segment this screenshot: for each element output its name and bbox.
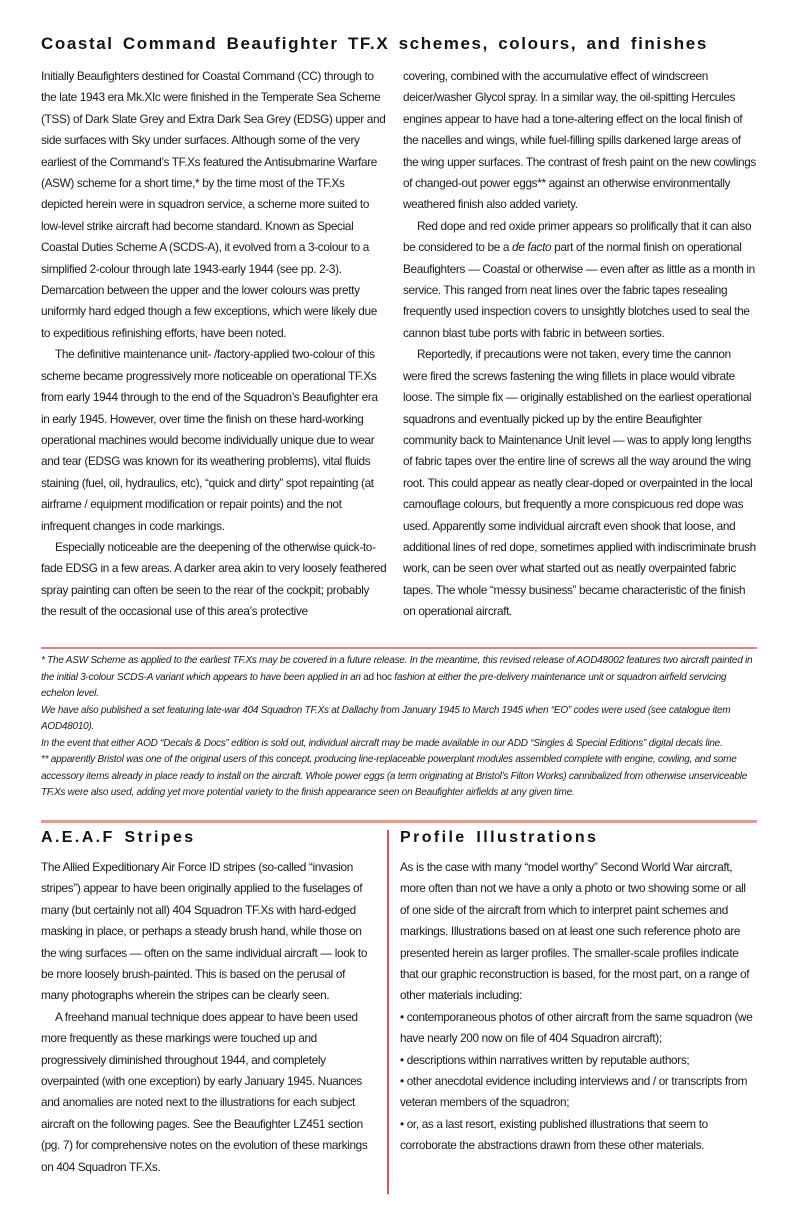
aeaf-stripes-section: [41, 828, 374, 1200]
footnote-digital-decals: In the event that either AOD “Decals & Docs” edition is sold out, individual aircraft may be made available in our ADD “Singles & Special Editions” digital decals line.: [41, 737, 723, 749]
paragraph: The Allied Expeditionary Air Force ID stripes (so-called “invasion stripes”) appear to have been originally applied to the fuselages of many (but certainly not all) 404 Squadron TF.Xs with hard-edged masking in place, or perhaps a steady brush hand, while those on the wing surfaces — often on the same individual aircraft — look to be more loosely brush-painted. This is based on the perusal of many photographs wherein the stripes can be clearly seen.: [41, 860, 368, 1003]
paragraph: The definitive maintenance unit- /factory-applied two-colour of this scheme became progressively more noticeable on operational TF.Xs from early 1944 through to the end of the Squadron’s Beaufighter era in early 1945. However, over time the finish on these hard-working operational machines would become individually unique due to wear and tear (EDSG was known for its weathering problems), vital fluids staining (fuel, oil, hydraulics, etc), “quick and dirty” spot repainting (at airframe / equipment modification or repair points) and the not infrequent changes in code markings.: [41, 347, 378, 533]
bullet-item: • contemporaneous photos of other aircraft from the same squadron (we have nearly 200 now on file of 404 Squadron aircraft);: [400, 1009, 753, 1046]
footnote-asw-scheme: [41, 653, 757, 703]
footnote-text: * The ASW Scheme as applied to the earliest TF.Xs may be covered in a future release. In the meantime, this revised release of AOD48002 features two aircraft painted in the initial 3-colour SCDS-A variant which appears to have been applied in an: [41, 655, 753, 683]
footnote-text: fashion at either the pre-delivery maintenance unit or squadron airfield servicing echelon level.: [41, 671, 727, 699]
profile-illustrations-heading: Profile Illustrations: [400, 829, 599, 846]
section-rule: [41, 820, 757, 823]
latin-term: de facto: [512, 240, 552, 255]
paragraph-text: Red dope and red oxide primer appears so prolifically that it can also be considered to be a: [403, 218, 752, 255]
bullet-item: • other anecdotal evidence including interviews and / or transcripts from veteran members of the squadron;: [400, 1074, 748, 1110]
footnote-dallachy-set: We have also published a set featuring late-war 404 Squadron TF.Xs at Dallachy from January 1945 to March 1945 when “EO” codes were used (see catalogue item AOD48010).: [41, 704, 731, 732]
bottom-sections: [41, 828, 757, 1200]
paragraph: A freehand manual technique does appear to have been used more frequently as these markings were touched up and progressively diminished throughout 1944, and completely overpainted (with one exception) by early January 1945. Nuances and anomalies are noted next to the illustrations for each subject aircraft on the following pages. See the Beaufighter LZ451 section (pg. 7) for comprehensive notes on the evolution of these markings on 404 Squadron TF.Xs.: [41, 1009, 368, 1174]
latin-term: ad hoc: [363, 671, 392, 683]
footnote-power-eggs: ** apparently Bristol was one of the original users of this concept, producing line-replaceable powerplant modules assembled complete with engine, cowling, and some accessory items already in place ready to install on the aircraft. Whole power eggs (a term originating at Bristol’s Filton Works) cannibalized from otherwise unserviceable TF.Xs were also used, adding yet more potential variety to the finish appearance seen on Beaufighter airfields at any given time.: [41, 754, 748, 798]
paragraph: Especially noticeable are the deepening of the otherwise quick-to-fade EDSG in a few areas. A darker area akin to very loosely feathered spray painting can often be seen to the rear of the cockpit; probably the result of the occasional use of this area’s protective: [41, 539, 387, 619]
article-column-right: [403, 66, 757, 646]
bullet-item: • descriptions within narratives written by reputable authors;: [400, 1052, 690, 1067]
paragraph-text: part of the normal finish on operational Beaufighters — Coastal or otherwise — even after as little as a month in service. This ranged from neat lines over the fabric tapes resealing frequently used inspection covers to unsightly blotches used to seal the cannon blast tube ports with fabric in between sorties.: [403, 240, 755, 340]
profile-illustrations-section: [400, 828, 757, 1200]
article-columns: [41, 66, 757, 646]
column-divider: [387, 830, 389, 1194]
footnotes-block: [41, 653, 757, 818]
article-column-left: [41, 66, 387, 646]
paragraph: [403, 216, 757, 344]
footnote-rule: [41, 647, 757, 649]
paragraph: As is the case with many “model worthy” Second World War aircraft, more often than not we have a only a photo or two showing some or all of one side of the aircraft from which to interpret paint schemes and markings. Illustrations based on at least one such reference photo are presented herein as larger profiles. The smaller-scale profiles indicate that our graphic reconstruction is based, for the most part, on a range of other materials including:: [400, 860, 750, 1003]
paragraph: Reportedly, if precautions were not taken, every time the cannon were fired the screws fastening the wing fillets in place would vibrate loose. The simple fix — originally established on the earliest operational squadrons and eventually picked up by the entire Beaufighter community back to Maintenance Unit level — was to apply long lengths of fabric tapes over the entire line of screws all the way around the wing root. This could appear as neatly clear-doped or overpainted in the local camouflage colours, but frequently a more conspicuous red dope was used. Apparently some individual aircraft even shook that loose, and additional lines of red dope, sometimes applied with indiscriminate brush work, can be seen over what started out as neatly overpainted fabric tapes. The whole “messy business” became characteristic of the finish on operational aircraft.: [403, 347, 756, 619]
bullet-item: • or, as a last resort, existing published illustrations that seem to corroborate the abstractions drawn from these other materials.: [400, 1116, 708, 1153]
paragraph: covering, combined with the accumulative effect of windscreen deicer/washer Glycol spray. In a similar way, the oil-spitting Hercules engines appear to have had a tone-altering effect on the local finish of the nacelles and wings, while fuel-filling spills darkened large areas of the wing upper surfaces. The contrast of fresh paint on the new cowlings of changed-out power eggs** against an otherwise environmentally weathered finish also added variety.: [403, 69, 756, 212]
page-title: Coastal Command Beaufighter TF.X schemes, colours, and finishes: [41, 34, 708, 53]
paragraph: Initially Beaufighters destined for Coastal Command (CC) through to the late 1943 era Mk.XIc were finished in the Temperate Sea Scheme (TSS) of Dark Slate Grey and Extra Dark Sea Grey (EDSG) upper and side surfaces with Sky under surfaces. Although some of the very earliest of the Command’s TF.Xs featured the Antisubmarine Warfare (ASW) scheme for a short time,* by the time most of the TF.Xs depicted herein were in squadron service, a scheme more suited to low-level strike aircraft had become standard. Known as Special Coastal Duties Scheme A (SCDS-A), it evolved from a 3-colour to a simplified 2-colour through late 1943-early 1944 (see pp. 2-3). Demarcation between the upper and the lower colours was pretty uniformly hard edged though a few exceptions, which were likely due to expeditious refinishing efforts, have been noted.: [41, 69, 386, 340]
aeaf-stripes-heading: A.E.A.F Stripes: [41, 829, 196, 846]
